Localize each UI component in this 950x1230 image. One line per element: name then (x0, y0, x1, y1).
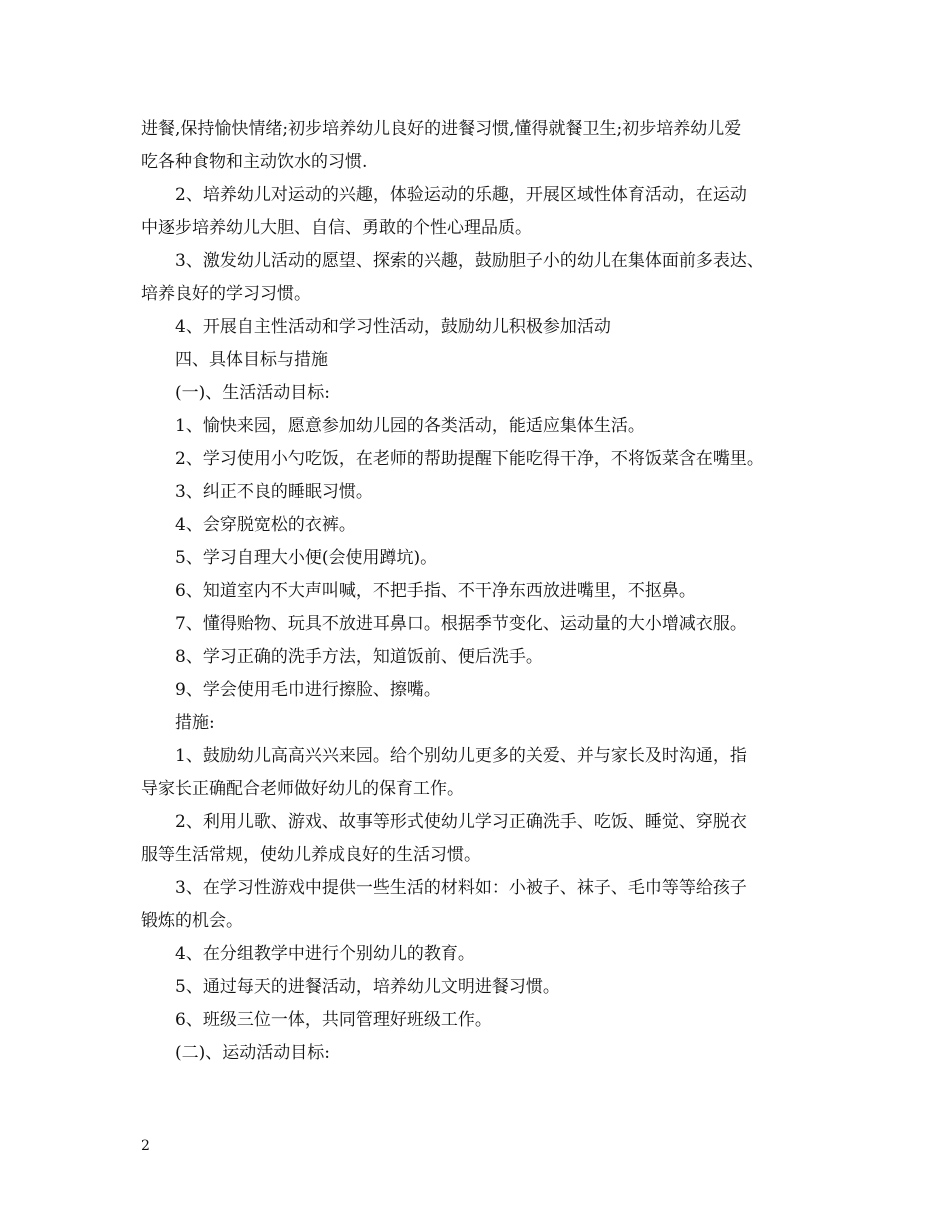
text-line: (二)、运动活动目标: (175, 1043, 330, 1063)
text-line: 2、培养幼儿对运动的兴趣，体验运动的乐趣，开展区域性体育活动，在运动 (175, 185, 747, 205)
document-body (141, 113, 821, 1070)
text-line: 锻炼的机会。 (141, 911, 243, 931)
page-number: 2 (141, 1138, 150, 1154)
paragraph (141, 806, 821, 872)
paragraph (141, 674, 821, 707)
text-line: 6、知道室内不大声叫喊，不把手指、不干净东西放进嘴里，不抠鼻。 (175, 581, 696, 601)
text-line: 4、在分组教学中进行个别幼儿的教育。 (175, 944, 475, 964)
text-line: 进餐,保持愉快情绪;初步培养幼儿良好的进餐习惯,懂得就餐卫生;初步培养幼儿爱 (141, 119, 742, 139)
text-line: 2、利用儿歌、游戏、故事等形式使幼儿学习正确洗手、吃饭、睡觉、穿脱衣 (175, 812, 747, 832)
paragraph (141, 311, 821, 344)
text-line: 7、懂得贻物、玩具不放进耳鼻口。根据季节变化、运动量的大小增减衣服。 (175, 614, 747, 634)
paragraph (141, 245, 821, 311)
paragraph (141, 938, 821, 971)
paragraph (141, 608, 821, 641)
text-line: 1、愉快来园，愿意参加幼儿园的各类活动，能适应集体生活。 (175, 416, 645, 436)
text-line: 培养良好的学习习惯。 (141, 284, 311, 304)
paragraph (141, 872, 821, 938)
text-line: 3、纠正不良的睡眠习惯。 (175, 482, 373, 502)
paragraph (141, 971, 821, 1004)
text-line: 1、鼓励幼儿高高兴兴来园。给个别幼儿更多的关爱、并与家长及时沟通，指 (175, 746, 747, 766)
paragraph (141, 443, 821, 476)
paragraph (141, 344, 821, 377)
paragraph (141, 476, 821, 509)
paragraph (141, 641, 821, 674)
text-line: 5、学习自理大小便(会使用蹲坑)。 (175, 548, 438, 568)
text-line: 措施: (175, 713, 215, 733)
paragraph (141, 542, 821, 575)
text-line: 4、开展自主性活动和学习性活动，鼓励幼儿积极参加活动 (175, 317, 611, 337)
text-line: 5、通过每天的进餐活动，培养幼儿文明进餐习惯。 (175, 977, 560, 997)
text-line: 中逐步培养幼儿大胆、自信、勇敢的个性心理品质。 (141, 218, 532, 238)
text-line: 3、激发幼儿活动的愿望、探索的兴趣，鼓励胆子小的幼儿在集体面前多表达、 (175, 251, 764, 271)
paragraph (141, 707, 821, 740)
paragraph (141, 113, 821, 179)
text-line: 吃各种食物和主动饮水的习惯. (141, 152, 368, 172)
paragraph (141, 1004, 821, 1037)
paragraph (141, 1037, 821, 1070)
text-line: 四、具体目标与措施 (175, 350, 328, 370)
text-line: 4、会穿脱宽松的衣裤。 (175, 515, 356, 535)
paragraph (141, 179, 821, 245)
text-line: 服等生活常规，使幼儿养成良好的生活习惯。 (141, 845, 481, 865)
paragraph (141, 410, 821, 443)
text-line: (一)、生活活动目标: (175, 383, 330, 403)
paragraph (141, 377, 821, 410)
paragraph (141, 575, 821, 608)
paragraph (141, 740, 821, 806)
paragraph (141, 509, 821, 542)
text-line: 9、学会使用毛巾进行擦脸、擦嘴。 (175, 680, 441, 700)
text-line: 8、学习正确的洗手方法，知道饭前、便后洗手。 (175, 647, 543, 667)
text-line: 导家长正确配合老师做好幼儿的保育工作。 (141, 779, 464, 799)
text-line: 2、学习使用小勺吃饭，在老师的帮助提醒下能吃得干净，不将饭菜含在嘴里。 (175, 449, 764, 469)
text-line: 3、在学习性游戏中提供一些生活的材料如：小被子、袜子、毛巾等等给孩子 (175, 878, 747, 898)
text-line: 6、班级三位一体，共同管理好班级工作。 (175, 1010, 492, 1030)
